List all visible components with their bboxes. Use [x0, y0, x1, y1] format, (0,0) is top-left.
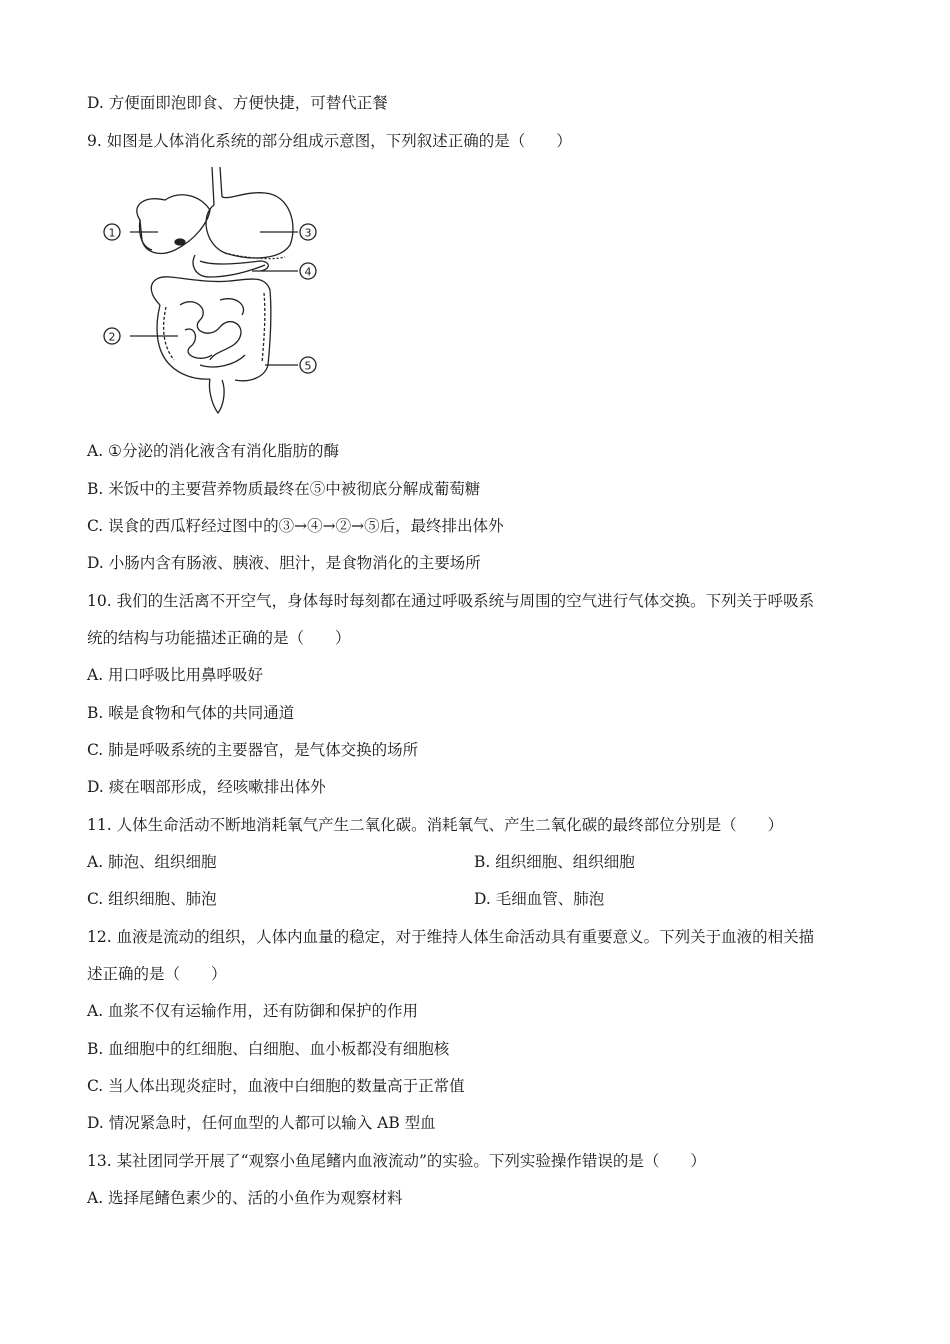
q11-option-c: C. 组织细胞、肺泡 — [87, 890, 217, 908]
q10-stem-line1: 10. 我们的生活离不开空气，身体每时每刻都在通过呼吸系统与周围的空气进行气体交换。下列关于呼吸系 — [87, 592, 815, 610]
q11-option-a: A. 肺泡、组织细胞 — [87, 853, 217, 871]
q10-stem-line2: 统的结构与功能描述正确的是（ ） — [87, 629, 351, 647]
digestive-system-figure — [100, 165, 325, 427]
q9-stem: 9. 如图是人体消化系统的部分组成示意图，下列叙述正确的是（ ） — [87, 132, 572, 150]
q12-stem-line2: 述正确的是（ ） — [87, 965, 227, 983]
figure-label-1: 1 — [108, 226, 116, 240]
q10-option-a: A. 用口呼吸比用鼻呼吸好 — [87, 666, 264, 684]
q12-option-d: D. 情况紧急时，任何血型的人都可以输入 AB 型血 — [87, 1114, 436, 1132]
q11-stem: 11. 人体生命活动不断地消耗氧气产生二氧化碳。消耗氧气、产生二氧化碳的最终部位分别是（ ） — [87, 816, 784, 834]
q12-stem-line1: 12. 血液是流动的组织，人体内血量的稳定，对于维持人体生命活动具有重要意义。下列关于血液的相关描 — [87, 928, 815, 946]
q13-option-a: A. 选择尾鳍色素少的、活的小鱼作为观察材料 — [87, 1189, 403, 1207]
digestive-system-diagram — [100, 165, 325, 427]
q9-option-c: C. 误食的西瓜籽经过图中的③→④→②→⑤后，最终排出体外 — [87, 517, 504, 535]
q12-option-a: A. 血浆不仅有运输作用，还有防御和保护的作用 — [87, 1002, 419, 1020]
q11-option-b: B. 组织细胞、组织细胞 — [474, 853, 635, 871]
figure-label-5: 5 — [304, 359, 312, 373]
q9-option-b: B. 米饭中的主要营养物质最终在⑤中被彻底分解成葡萄糖 — [87, 480, 481, 498]
q13-stem: 13. 某社团同学开展了“观察小鱼尾鳍内血液流动”的实验。下列实验操作错误的是（ ） — [87, 1152, 706, 1170]
q10-option-c: C. 肺是呼吸系统的主要器官，是气体交换的场所 — [87, 741, 419, 759]
q11-option-d: D. 毛细血管、肺泡 — [474, 890, 605, 908]
q9-option-d: D. 小肠内含有肠液、胰液、胆汁，是食物消化的主要场所 — [87, 554, 481, 572]
q12-option-c: C. 当人体出现炎症时，血液中白细胞的数量高于正常值 — [87, 1077, 465, 1095]
q10-option-d: D. 痰在咽部形成，经咳嗽排出体外 — [87, 778, 326, 796]
q12-option-b: B. 血细胞中的红细胞、白细胞、血小板都没有细胞核 — [87, 1040, 450, 1058]
q9-option-a: A. ①分泌的消化液含有消化脂肪的酶 — [87, 442, 339, 460]
q10-option-b: B. 喉是食物和气体的共同通道 — [87, 704, 295, 722]
q8-option-d: D. 方便面即泡即食、方便快捷，可替代正餐 — [87, 94, 388, 112]
figure-label-3: 3 — [304, 226, 312, 240]
figure-label-4: 4 — [304, 265, 312, 279]
figure-label-2: 2 — [108, 330, 116, 344]
